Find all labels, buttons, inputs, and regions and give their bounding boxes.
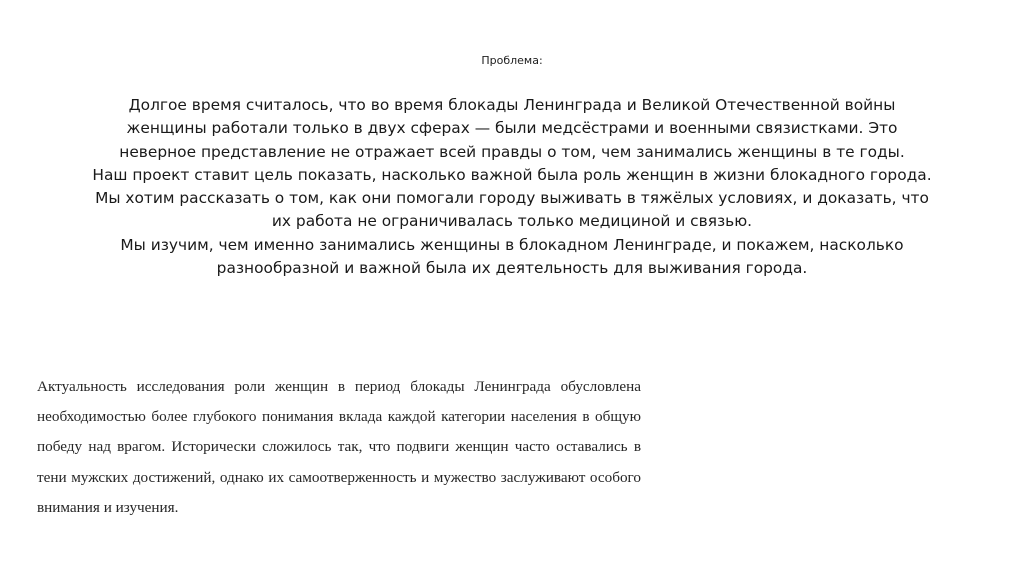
problem-line: их работа не ограничивалась только медициной и связью. [271,212,753,231]
problem-line: разнообразной и важной была их деятельность для выживания города. [216,259,808,278]
problem-line: Мы хотим рассказать о том, как они помогали городу выживать в тяжёлых условиях, и доказать, что [95,189,929,208]
problem-line: женщины работали только в двух сферах — были медсёстрами и военными связистками. Это [126,119,898,138]
problem-line: Наш проект ставит цель показать, насколько важной была роль женщин в жизни блокадного города. [92,165,932,184]
problem-line: Мы изучим, чем именно занимались женщины в блокадном Ленинграде, и покажем, насколько [120,235,904,254]
problem-line: неверное представление не отражает всей правды о том, чем занимались женщины в те годы. [119,142,905,161]
relevance-paragraph: Актуальность исследования роли женщин в период блокады Ленинграда обусловлена необходимостью более глубокого понимания вклада каждой категории населения в общую победу над врагом. Исторически сложилось так, что подвиги женщин часто оставались в тени мужских достижений, однако их самоотверженность и мужество заслуживают особого внимания и изучения. [37,378,641,516]
problem-heading: Проблема: [481,54,543,67]
problem-line: Долгое время считалось, что во время блокады Ленинграда и Великой Отечественной войны [128,96,896,114]
problem-statement [40,94,984,280]
